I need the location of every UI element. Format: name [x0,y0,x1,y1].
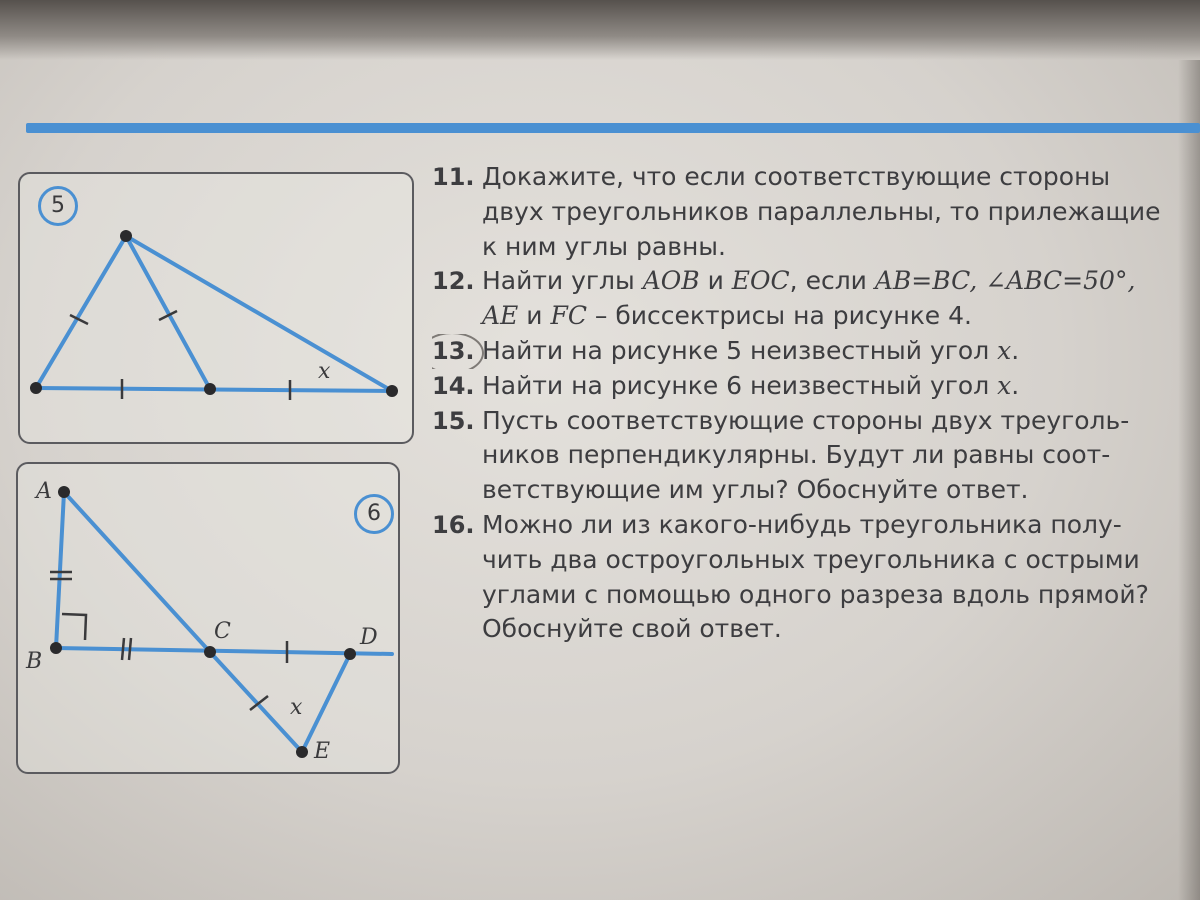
fig6-line-BD [56,648,392,654]
problem-text-line: Пусть соответствующие стороны двух треуголь- [482,405,1130,435]
problem-number: 16. [432,510,475,539]
problem-text-line: углами с помощью одного разреза вдоль прямой? [482,579,1149,609]
problem-text: Найти на рисунке 6 неизвестный угол [482,370,998,400]
problem-text-line [482,334,1200,369]
fig5-vertex-left [30,382,42,394]
fig6-label-C: C [214,619,231,644]
fig6-label-B: B [26,649,43,674]
problem-text-line: Докажите, что если соответствующие стороны [482,162,1111,191]
problem-text-line: ников перпендикулярны. Будут ли равны соот- [482,440,1111,470]
fig5-vertex-top [120,230,132,242]
fig6-segment-AB [56,492,64,648]
fig6-double-tick-BC-1 [122,638,124,660]
fig6-vertex-A [58,486,70,498]
fig6-vertex-C [204,646,216,658]
problem-15 [432,404,1200,508]
fig5-left-side [36,236,126,388]
page-top-shadow [0,0,1200,60]
problem-14 [432,369,1200,404]
problem-text: . [1011,335,1020,365]
problem-text-line [482,264,1200,299]
figure-5-drawing [20,174,412,442]
math-expression: AOB [642,266,700,296]
math-expression: AB=BC, ∠ABC=50°, [874,266,1136,296]
problem-text-line: к ним углы равны. [482,231,726,261]
figure-6-drawing [18,464,398,772]
problem-text-line: Можно ли из какого-нибудь треугольника полу- [482,509,1122,539]
problem-number: 13. [432,336,475,365]
figure-5 [18,172,414,444]
problem-text: и [518,301,551,331]
problem-number: 11. [432,163,475,191]
fig6-angle-label: x [290,695,303,720]
problem-12 [432,264,1200,334]
figure-5-number-badge: 5 [38,186,78,226]
problem-text-line [482,299,1200,334]
figure-6-number-badge: 6 [354,494,394,534]
problem-text-line: ветствующие им углы? Обоснуйте ответ. [482,475,1029,505]
fig6-double-tick-BC-2 [129,638,131,660]
math-expression: FC [550,301,587,331]
problem-text: Найти углы [482,266,643,296]
fig6-vertex-B [50,642,62,654]
problem-text-line: чить два остроугольных треугольника с острыми [482,544,1140,574]
problem-text-line [482,369,1200,404]
problem-text: Найти на рисунке 5 неизвестный угол [482,335,998,365]
problem-number: 14. [432,371,475,400]
problem-text: . [1011,370,1020,400]
problem-11 [432,160,1200,264]
fig6-label-E: E [314,739,331,764]
header-rule [26,123,1200,133]
fig6-segment-DE [302,654,350,752]
problem-16 [432,508,1200,647]
fig5-angle-label: x [318,359,331,384]
fig6-segment-CE [210,652,302,752]
math-variable: x [997,370,1012,400]
problem-list [432,160,1200,647]
fig6-vertex-E [296,746,308,758]
fig5-vertex-middle [204,383,216,395]
figure-6 [16,462,400,774]
math-expression: AE [482,301,519,331]
problem-text: , если [789,266,875,296]
problem-text: и [699,266,732,296]
math-variable: x [997,335,1012,365]
fig6-label-A: A [36,479,52,504]
math-expression: EOC [731,266,790,296]
problem-number: 15. [432,406,475,435]
problem-text: – биссектрисы на рисунке 4. [586,301,972,331]
fig6-label-D: D [360,625,378,650]
problem-text-line: двух треугольников параллельны, то прилежащие [482,196,1161,226]
problem-13 [432,334,1200,369]
problem-text-line: Обоснуйте свой ответ. [482,614,782,644]
fig6-vertex-D [344,648,356,660]
fig5-vertex-right [386,385,398,397]
fig6-right-angle-mark [62,614,86,640]
fig5-right-side [126,236,392,391]
problem-number: 12. [432,267,475,296]
